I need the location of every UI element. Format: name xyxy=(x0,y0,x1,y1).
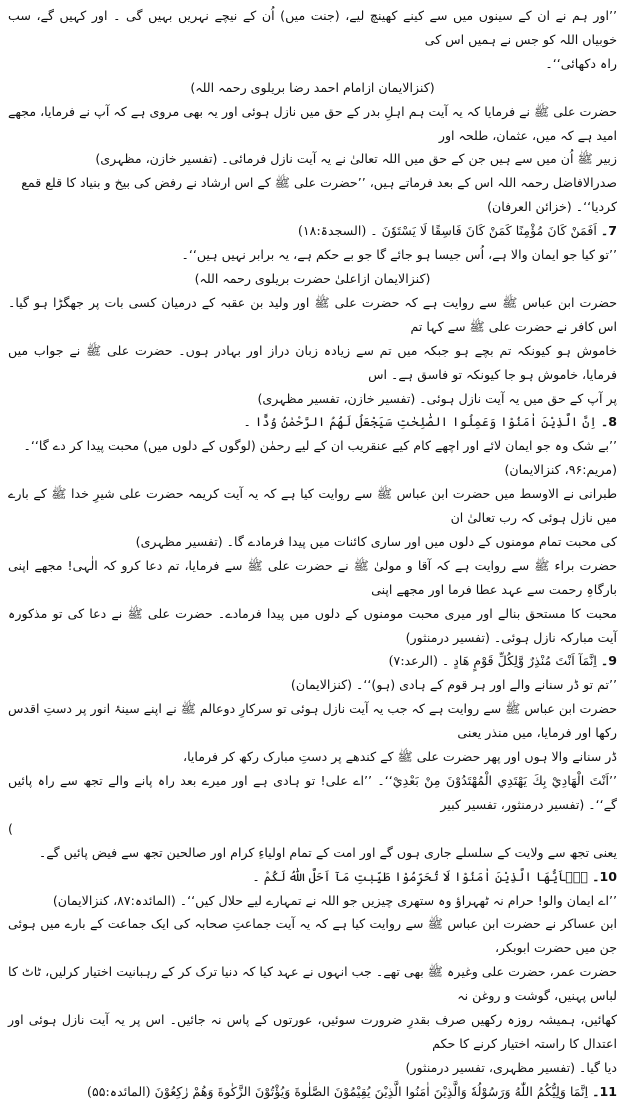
text-line xyxy=(8,912,617,960)
text-line xyxy=(8,482,617,530)
line-text: ’’اے ایمان والو! حرام نہ ٹھہراؤ وہ ستھری چیزیں جو اللہ نے تمہارے لیے حلال کیں‘‘۔ (المائدہ:۸۷، کنزالایمان) xyxy=(52,892,617,908)
text-line xyxy=(8,530,617,554)
text-line xyxy=(8,434,617,482)
text-line xyxy=(8,52,617,76)
text-line xyxy=(8,100,617,148)
verse-line xyxy=(8,1080,617,1104)
line-text: ’’تم تو ڈر سنانے والے اور ہر قوم کے ہادی (ہو)‘‘۔ (کنزالایمان) xyxy=(290,677,617,693)
line-text: صدرالافاضل رحمہ اللہ اس کے بعد فرماتے ہیں، ’’حضرت علی ﷺ کے اس ارشاد نے رفض کی بیخ و بنیاد کا قلع قمع کردیا‘‘۔ (خزائن العرفان) xyxy=(21,175,617,215)
verse-number: 9۔ xyxy=(600,653,617,669)
text-line xyxy=(8,4,617,52)
text-line xyxy=(8,267,617,291)
line-text: حضرت براء ﷺ سے روایت ہے کہ آقا و مولیٰ ﷺ نے حضرت علی ﷺ سے فرمایا، تم دعا کرو کہ الٰہی! مجھے اپنی بارگاہِ رحمت سے عہد عطا فرما اور مجھے اپنی xyxy=(8,557,617,597)
line-text: اِنَّمَا وَلِيُّكُمُ اللّٰهُ وَرَسُوْلُهٗ وَالَّذِيْنَ اٰمَنُوا الَّذِيْنَ يُقِيْمُوْنَ الصَّلٰوةَ وَيُؤْتُوْنَ الزَّكٰوةَ وَهُمْ رٰكِعُوْنَ (المائدہ:۵۵) xyxy=(87,1083,589,1099)
text-line xyxy=(8,1008,617,1056)
text-line xyxy=(8,769,617,817)
line-text: ابن عساکر نے حضرت ابن عباس ﷺ سے روایت کیا ہے کہ یہ آیت جماعتِ صحابہ کی ایک جماعت کے بارے میں ہوئی جن میں حضرت ابوبکر، xyxy=(8,916,617,956)
text-line xyxy=(8,339,617,387)
line-text: محبت کا مستحق بنالے اور میری محبت مومنوں کے دلوں میں پیدا فرمادے۔ حضرت علی ﷺ نے دعا کی تو مذکورہ آیت مبارکہ نازل ہوئی۔ (تفسیر درمنثور) xyxy=(8,605,617,645)
verse-line xyxy=(8,410,617,434)
verse-number: 11۔ xyxy=(592,1083,617,1099)
line-text: اِنَّمَآ اَنْتَ مُنْذِرٌ وَّلِكُلِّ قَوْمٍ هَادٍ ۔ (الرعد:۷) xyxy=(388,653,597,669)
text-line xyxy=(8,697,617,745)
line-text: ’’اَنْتَ الْهَادِيْ بِكَ يَهْتَدِي الْمُهْتَدُوْنَ مِنْ بَعْدِيْ‘‘۔ ’’اے علی! تو ہادی ہے اور میرے بعد راہ پانے والے تجھ سے راہ پائیں گے‘‘۔ (تفسیر درمنثور، تفسیر کبیر xyxy=(8,773,617,812)
verse-number: 10۔ xyxy=(592,868,617,884)
text-line xyxy=(8,817,617,841)
line-text: (کنزالایمان ازامام احمد رضا بریلوی رحمہ اللہ) xyxy=(190,79,435,95)
line-text: ڈر سنانے والا ہوں اور پھر حضرت علی ﷺ کے کندھے پر دستِ مبارک رکھ کر فرمایا، xyxy=(183,749,617,765)
text-line xyxy=(8,76,617,100)
line-text: ’’اور ہم نے ان کے سینوں میں سے کینے کھینچ لیے، (جنت میں) اُن کے نیچے نہریں بہیں گی ۔ اور کہیں گے، سب خوبیاں اللہ کو جس نے ہمیں اس کی xyxy=(8,8,617,47)
line-text: اِنَّ الَّذِيْنَ اٰمَنُوْا وَعَمِلُوا الصّٰلِحٰتِ سَيَجْعَلُ لَهُمُ الرَّحْمٰنُ وُدًّا ۔ xyxy=(243,414,597,430)
text-line xyxy=(8,673,617,697)
text-line xyxy=(8,243,617,267)
line-text: حضرت ابن عباس ﷺ سے روایت ہے کہ حضرت علی ﷺ اور ولید بن عقبہ کے درمیان کسی بات پر جھگڑا ہو گیا۔ اس کافر نے حضرت علی ﷺ سے کہا تم xyxy=(8,294,617,334)
verse-line xyxy=(8,865,617,889)
text-line xyxy=(8,291,617,339)
verse-line xyxy=(8,219,617,243)
line-text: پر آپ کے حق میں یہ آیت نازل ہوئی۔ (تفسیر خازن، تفسیر مظہری) xyxy=(257,390,617,406)
text-line xyxy=(8,960,617,1008)
text-line xyxy=(8,889,617,913)
line-text: ’’بے شک وہ جو ایمان لائے اور اچھے کام کیے عنقریب ان کے لیے رحمٰن (لوگوں کے دلوں میں) محبت پیدا کر دے گا‘‘۔ (مریم:۹۶، کنزالایمان) xyxy=(23,438,617,478)
line-text: حضرت علی ﷺ نے فرمایا کہ یہ آیت ہم اہلِ بدر کے حق میں نازل ہوئی اور یہ بھی مروی ہے کہ آپ نے فرمایا، مجھے امید ہے کہ میں، عثمان، طلحہ اور xyxy=(8,103,617,143)
line-text: اَفَمَنْ كَانَ مُؤْمِنًا كَمَنْ كَانَ فَاسِقًا لَا يَسْتَوٗنَ ۔ (السجدۃ:۱۸) xyxy=(297,223,597,239)
verse-number: 7۔ xyxy=(600,223,617,239)
text-line xyxy=(8,554,617,602)
verse-number: 8۔ xyxy=(600,414,617,430)
text-line xyxy=(8,1056,617,1080)
text-line xyxy=(8,745,617,769)
text-line xyxy=(8,602,617,650)
line-text: دیا گیا۔ (تفسیر مظہری، تفسیر درمنثور) xyxy=(405,1059,617,1075)
line-text: ’’تو کیا جو ایمان والا ہے، اُس جیسا ہو جائے گا جو بے حکم ہے، یہ برابر نہیں ہیں‘‘۔ xyxy=(181,247,617,263)
text-line xyxy=(8,387,617,411)
line-text: طبرانی نے الاوسط میں حضرت ابن عباس ﷺ سے روایت کیا ہے کہ یہ آیت کریمہ حضرت علی شیرِ خدا ﷺ کے بارے میں نازل ہوئی کہ رب تعالیٰ ان xyxy=(8,486,617,526)
line-text: حضرت ابن عباس ﷺ سے روایت ہے کہ جب یہ آیت نازل ہوئی تو سرکارِ دوعالم ﷺ نے اپنے سینۂ انور پر دستِ اقدس رکھا اور فرمایا، میں منذر یعنی xyxy=(8,701,617,741)
line-text: خاموش ہو کیونکہ تم بچے ہو جبکہ میں تم سے زیادہ زبان دراز اور بہادر ہوں۔ حضرت علی ﷺ نے جواب میں فرمایا، خاموش ہو جا کیونکہ تو فاسق ہے۔ اس xyxy=(8,342,617,382)
verse-line xyxy=(8,649,617,673)
line-text: کی محبت تمام مومنوں کے دلوں میں اور ساری کائنات میں پیدا فرمادے گا۔ (تفسیر مظہری) xyxy=(135,533,617,549)
text-line xyxy=(8,171,617,219)
text-line xyxy=(8,147,617,171)
line-text: (کنزالایمان ازاعلیٰ حضرت بریلوی رحمہ اللہ) xyxy=(194,270,431,286)
line-text: راہ دکھائی‘‘۔ xyxy=(545,55,617,71)
line-text: ) xyxy=(8,820,13,836)
line-text: زبیر ﷺ اُن میں سے ہیں جن کے حق میں اللہ تعالیٰ نے یہ آیت نازل فرمائی۔ (تفسیر خازن، مظہری) xyxy=(95,151,617,167)
line-text: یعنی تجھ سے ولایت کے سلسلے جاری ہوں گے اور امت کے تمام اولیاءِ کرام اور صالحین تجھ سے فیض پائیں گے۔ xyxy=(38,844,617,860)
text-line xyxy=(8,841,617,865)
line-text: يٰۤاَيُّهَا الَّذِيْنَ اٰمَنُوْا لَا تُحَرِّمُوْا طَيِّبٰتِ مَآ اَحَلَّ اللّٰهُ لَكُمْ ۔ xyxy=(252,868,589,884)
line-text: حضرت عمر، حضرت علی وغیرہ ﷺ بھی تھے۔ جب انہوں نے عہد کیا کہ دنیا ترک کر کے رہبانیت اختیار کرلیں، ٹاٹ کا لباس پہنیں، گوشت و روغن نہ xyxy=(8,964,617,1004)
line-text: کھائیں، ہمیشہ روزہ رکھیں صرف بقدرِ ضرورت سوئیں، عورتوں کے پاس نہ جائیں۔ اس پر یہ آیت نازل ہوئی اور اعتدال کا راستہ اختیار کرنے کا حکم xyxy=(8,1012,617,1051)
